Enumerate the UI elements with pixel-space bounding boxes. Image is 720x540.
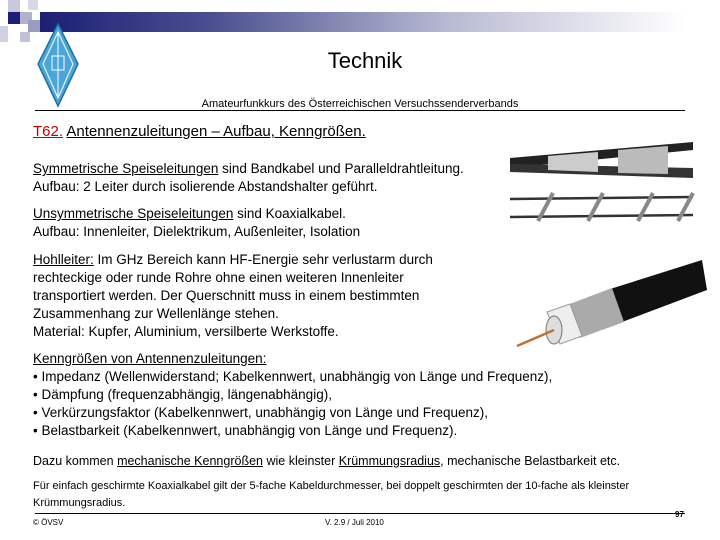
header-divider	[35, 110, 685, 111]
section-heading	[33, 123, 366, 140]
text: rechteckige oder runde Rohre ohne einen weiteren Innenleiter	[33, 270, 404, 285]
text: wie kleinster	[263, 454, 339, 468]
heading-text: Antennenzuleitungen – Aufbau, Kenngrößen.	[66, 123, 366, 140]
list-item: • Dämpfung (frequenzabhängig, längenabhängig),	[33, 387, 332, 402]
text: Im GHz Bereich kann HF-Energie sehr verlustarm durch	[93, 252, 433, 267]
text: Krümmungsradius.	[33, 497, 126, 509]
page-number: 97	[675, 510, 684, 519]
text: sind Bandkabel und Paralleldrahtleitung.	[218, 161, 464, 176]
note-paragraph	[33, 478, 713, 512]
text: sind Koaxialkabel.	[233, 206, 346, 221]
heading-number: T62.	[33, 123, 64, 140]
text: Für einfach geschirmte Koaxialkabel gilt der 5-fache Kabeldurchmesser, bei doppelt geschirmten der 10-fache als kleinster	[33, 480, 630, 492]
coax-cable-image	[512, 250, 707, 350]
ladder-line-image	[508, 185, 698, 230]
term: Symmetrische Speiseleitungen	[33, 161, 219, 176]
list-item: • Verkürzungsfaktor (Kabelkennwert, unabhängig von Länge und Frequenz),	[33, 405, 489, 420]
term: mechanische Kenngrößen	[117, 454, 263, 468]
text: , mechanische Belastbarkeit etc.	[440, 454, 621, 468]
waveguide-paragraph	[33, 251, 433, 341]
footer-version: V. 2.9 / Juli 2010	[325, 518, 384, 527]
page-title: Technik	[327, 48, 403, 73]
text: Aufbau: 2 Leiter durch isolierende Abstandshalter geführt.	[33, 179, 378, 194]
list-item: • Belastbarkeit (Kabelkennwert, unabhängig von Länge und Frequenz).	[33, 423, 458, 438]
term: Hohlleiter:	[33, 252, 94, 267]
text: Aufbau: Innenleiter, Dielektrikum, Außenleiter, Isolation	[33, 224, 361, 239]
footer-copyright: © ÖVSV	[33, 518, 64, 527]
page-subtitle: Amateurfunkkurs des Österreichischen Versuchssenderverbands	[201, 98, 519, 110]
text: Dazu kommen	[33, 454, 118, 468]
characteristics-paragraph	[33, 350, 552, 440]
footer-divider	[35, 513, 685, 514]
text: Zusammenhang zur Wellenlänge stehen.	[33, 306, 279, 321]
term: Krümmungsradius	[338, 454, 441, 468]
list-item: • Impedanz (Wellenwiderstand; Kabelkennwert, unabhängig von Länge und Frequenz),	[33, 369, 553, 384]
text: transportiert werden. Der Querschnitt muss in einem bestimmten	[33, 288, 420, 303]
term: Kenngrößen von Antennenzuleitungen:	[33, 351, 267, 366]
unsymmetric-paragraph	[33, 205, 360, 241]
ribbon-cable-image	[508, 138, 698, 188]
header-gradient-bar	[40, 12, 720, 32]
term: Unsymmetrische Speiseleitungen	[33, 206, 234, 221]
symmetric-paragraph	[33, 160, 464, 196]
mechanical-paragraph	[33, 452, 620, 470]
text: Material: Kupfer, Aluminium, versilberte Werkstoffe.	[33, 324, 339, 339]
